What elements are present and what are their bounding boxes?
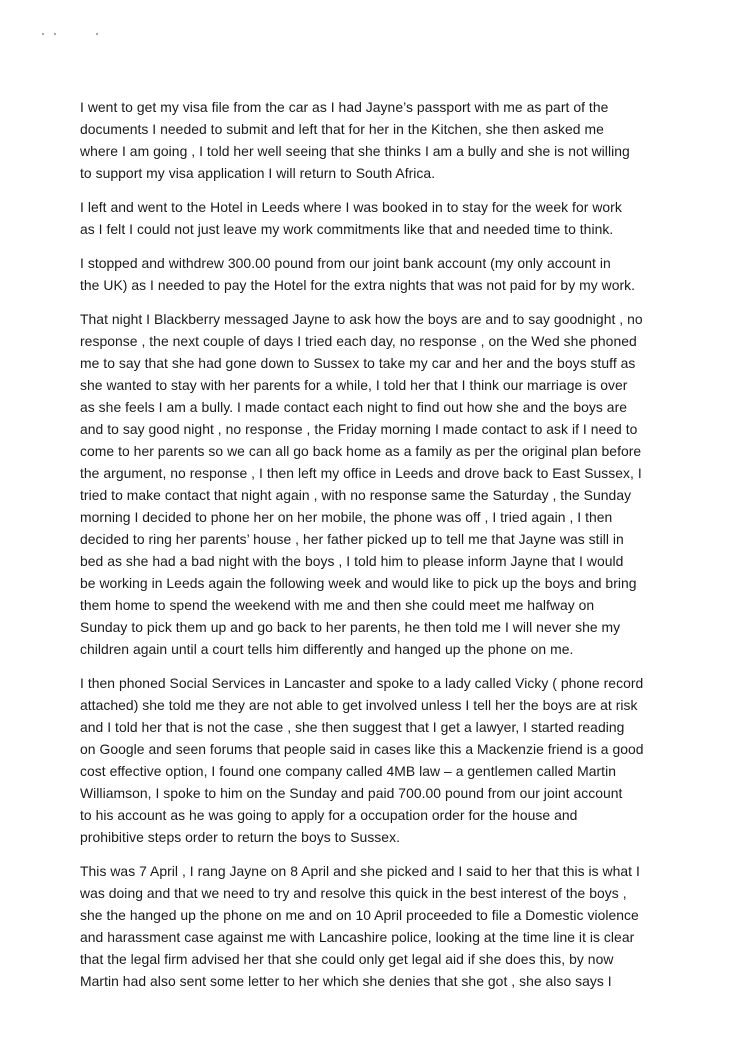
- text-line: on Google and seen forums that people said in cases like this a Mackenzie friend is a good: [80, 741, 644, 757]
- text-line: that the legal firm advised her that she could only get legal aid if she does this, by now: [80, 951, 614, 967]
- text-line: come to her parents so we can all go back home as a family as per the original plan before: [80, 443, 642, 459]
- text-line: Williamson, I spoke to him on the Sunday and paid 700.00 pound from our joint account: [80, 785, 623, 801]
- text-line: decided to ring her parents’ house , her father picked up to tell me that Jayne was still in: [80, 531, 624, 547]
- text-line: tried to make contact that night again , with no response same the Saturday , the Sunday: [80, 487, 632, 503]
- text-line: documents I needed to submit and left that for her in the Kitchen, she then asked me: [80, 121, 604, 137]
- text-line: Sunday to pick them up and go back to her parents, he then told me I will never she my: [80, 619, 621, 635]
- text-line: was doing and that we need to try and resolve this quick in the best interest of the boys ,: [80, 885, 627, 901]
- text-line: the UK) as I needed to pay the Hotel for the extra nights that was not paid for by my work.: [80, 277, 636, 293]
- text-line: she wanted to stay with her parents for a while, I told her that I think our marriage is over: [80, 377, 628, 393]
- text-line: to support my visa application I will return to South Africa.: [80, 165, 436, 181]
- scan-dot: [96, 33, 98, 35]
- paragraph: [80, 96, 680, 184]
- text-line: as she feels I am a bully. I made contact each night to find out how she and the boys are: [80, 399, 628, 415]
- text-line: bed as she had a bad night with the boys , I told him to please inform Jayne that I would: [80, 553, 624, 569]
- text-line: I went to get my visa file from the car as I had Jayne’s passport with me as part of the: [80, 99, 609, 115]
- text-line: Martin had also sent some letter to her which she denies that she got , she also says I: [80, 973, 612, 989]
- text-line: response , the next couple of days I tried each day, no response , on the Wed she phoned: [80, 333, 637, 349]
- paragraph: [80, 252, 680, 296]
- text-line: to his account as he was going to apply for a occupation order for the house and: [80, 807, 578, 823]
- text-line: prohibitive steps order to return the boys to Sussex.: [80, 829, 400, 845]
- text-line: I then phoned Social Services in Lancaster and spoke to a lady called Vicky ( phone record: [80, 675, 644, 691]
- text-line: as I felt I could not just leave my work commitments like that and needed time to think.: [80, 221, 614, 237]
- text-line: morning I decided to phone her on her mobile, the phone was off , I tried again , I then: [80, 509, 613, 525]
- text-line: children again until a court tells him differently and hanged up the phone on me.: [80, 641, 574, 657]
- text-line: and to say good night , no response , the Friday morning I made contact to ask if I need to: [80, 421, 638, 437]
- text-line: This was 7 April , I rang Jayne on 8 April and she picked and I said to her that this is what I: [80, 863, 640, 879]
- paragraph: [80, 860, 680, 992]
- text-line: them home to spend the weekend with me and then she could meet me halfway on: [80, 597, 595, 613]
- document-body: [80, 96, 680, 1004]
- paragraph: [80, 672, 680, 848]
- paragraph: [80, 196, 680, 240]
- text-line: attached) she told me they are not able to get involved unless I tell her the boys are at risk: [80, 697, 638, 713]
- paragraph: [80, 308, 680, 660]
- text-line: where I am going , I told her well seeing that she thinks I am a bully and she is not willing: [80, 143, 630, 159]
- text-line: she the hanged up the phone on me and on 10 April proceeded to file a Domestic violence: [80, 907, 639, 923]
- scan-artifacts: [40, 30, 120, 40]
- text-line: I stopped and withdrew 300.00 pound from our joint bank account (my only account in: [80, 255, 611, 271]
- text-line: me to say that she had gone down to Sussex to take my car and her and the boys stuff as: [80, 355, 636, 371]
- text-line: and I told her that is not the case , she then suggest that I get a lawyer, I started reading: [80, 719, 625, 735]
- text-line: That night I Blackberry messaged Jayne to ask how the boys are and to say goodnight , no: [80, 311, 643, 327]
- text-line: cost effective option, I found one company called 4MB law – a gentlemen called Martin: [80, 763, 616, 779]
- text-line: I left and went to the Hotel in Leeds where I was booked in to stay for the week for work: [80, 199, 622, 215]
- text-line: the argument, no response , I then left my office in Leeds and drove back to East Sussex, I: [80, 465, 642, 481]
- text-line: be working in Leeds again the following week and would like to pick up the boys and bring: [80, 575, 637, 591]
- scan-dot: [54, 33, 56, 35]
- scan-dot: [42, 33, 44, 35]
- text-line: and harassment case against me with Lancashire police, looking at the time line it is clear: [80, 929, 635, 945]
